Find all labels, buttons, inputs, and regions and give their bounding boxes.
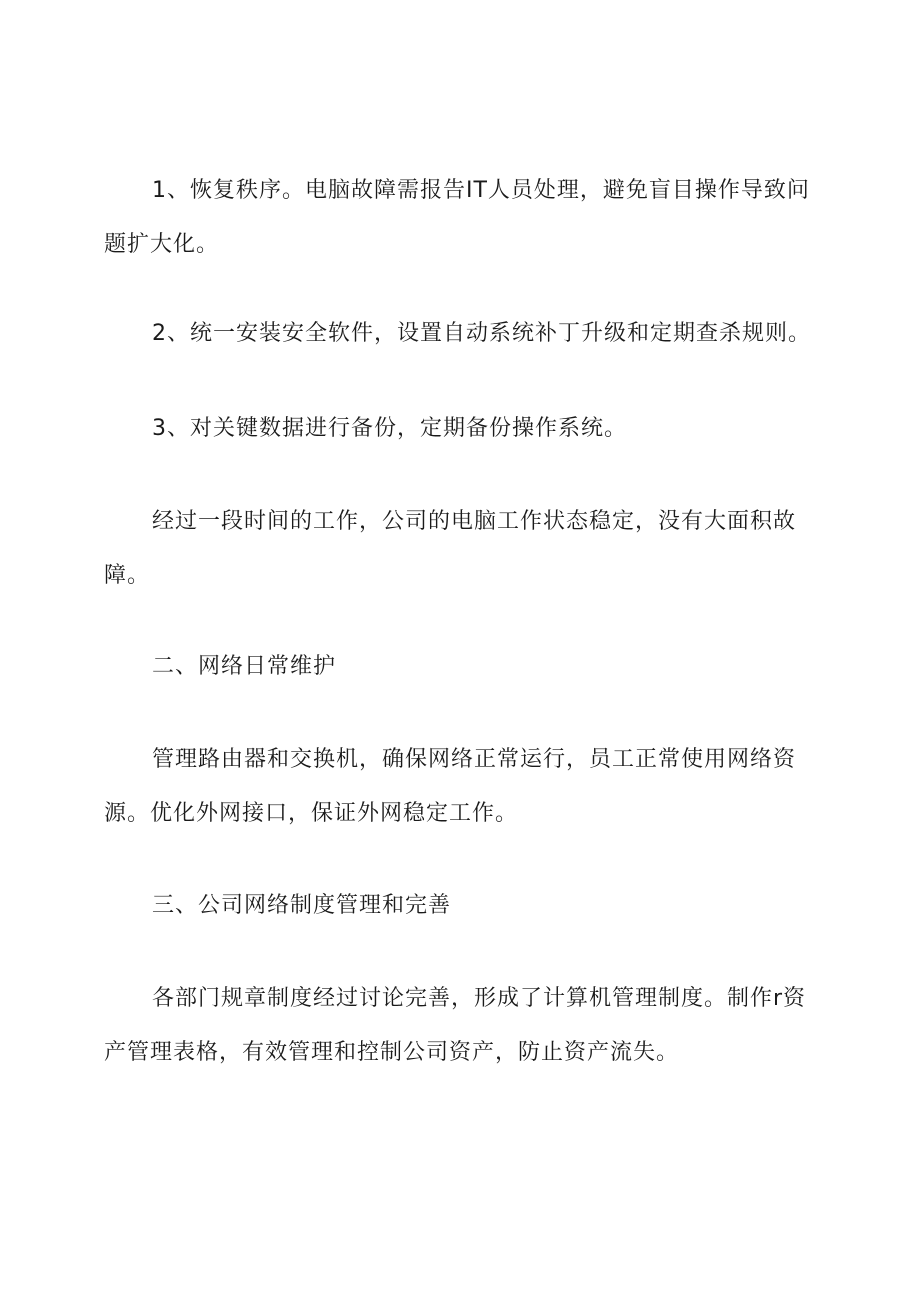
paragraph-network-maintenance: 管理路由器和交换机，确保网络正常运行，员工正常使用网络资源。优化外网接口，保证外网稳定工作。 [104,747,797,826]
section-heading-network-policy: 三、公司网络制度管理和完善 [152,893,452,918]
section-heading-network-maintenance: 二、网络日常维护 [152,654,337,679]
paragraph-item-1-restore-order: 1、恢复秩序。电脑故障需报告IT人员处理，避免盲目操作导致问题扩大化。 [104,178,810,257]
paragraph-summary: 经过一段时间的工作，公司的电脑工作状态稳定，没有大面积故障。 [104,509,797,588]
paragraph-item-3-data-backup: 3、对关键数据进行备份，定期备份操作系统。 [152,416,627,441]
paragraph-network-policy: 各部门规章制度经过讨论完善，形成了计算机管理制度。制作r资产管理表格，有效管理和控制公司资产，防止资产流失。 [104,986,807,1065]
paragraph-item-2-security-software: 2、统一安装安全软件，设置自动系统补丁升级和定期查杀规则。 [152,321,811,346]
